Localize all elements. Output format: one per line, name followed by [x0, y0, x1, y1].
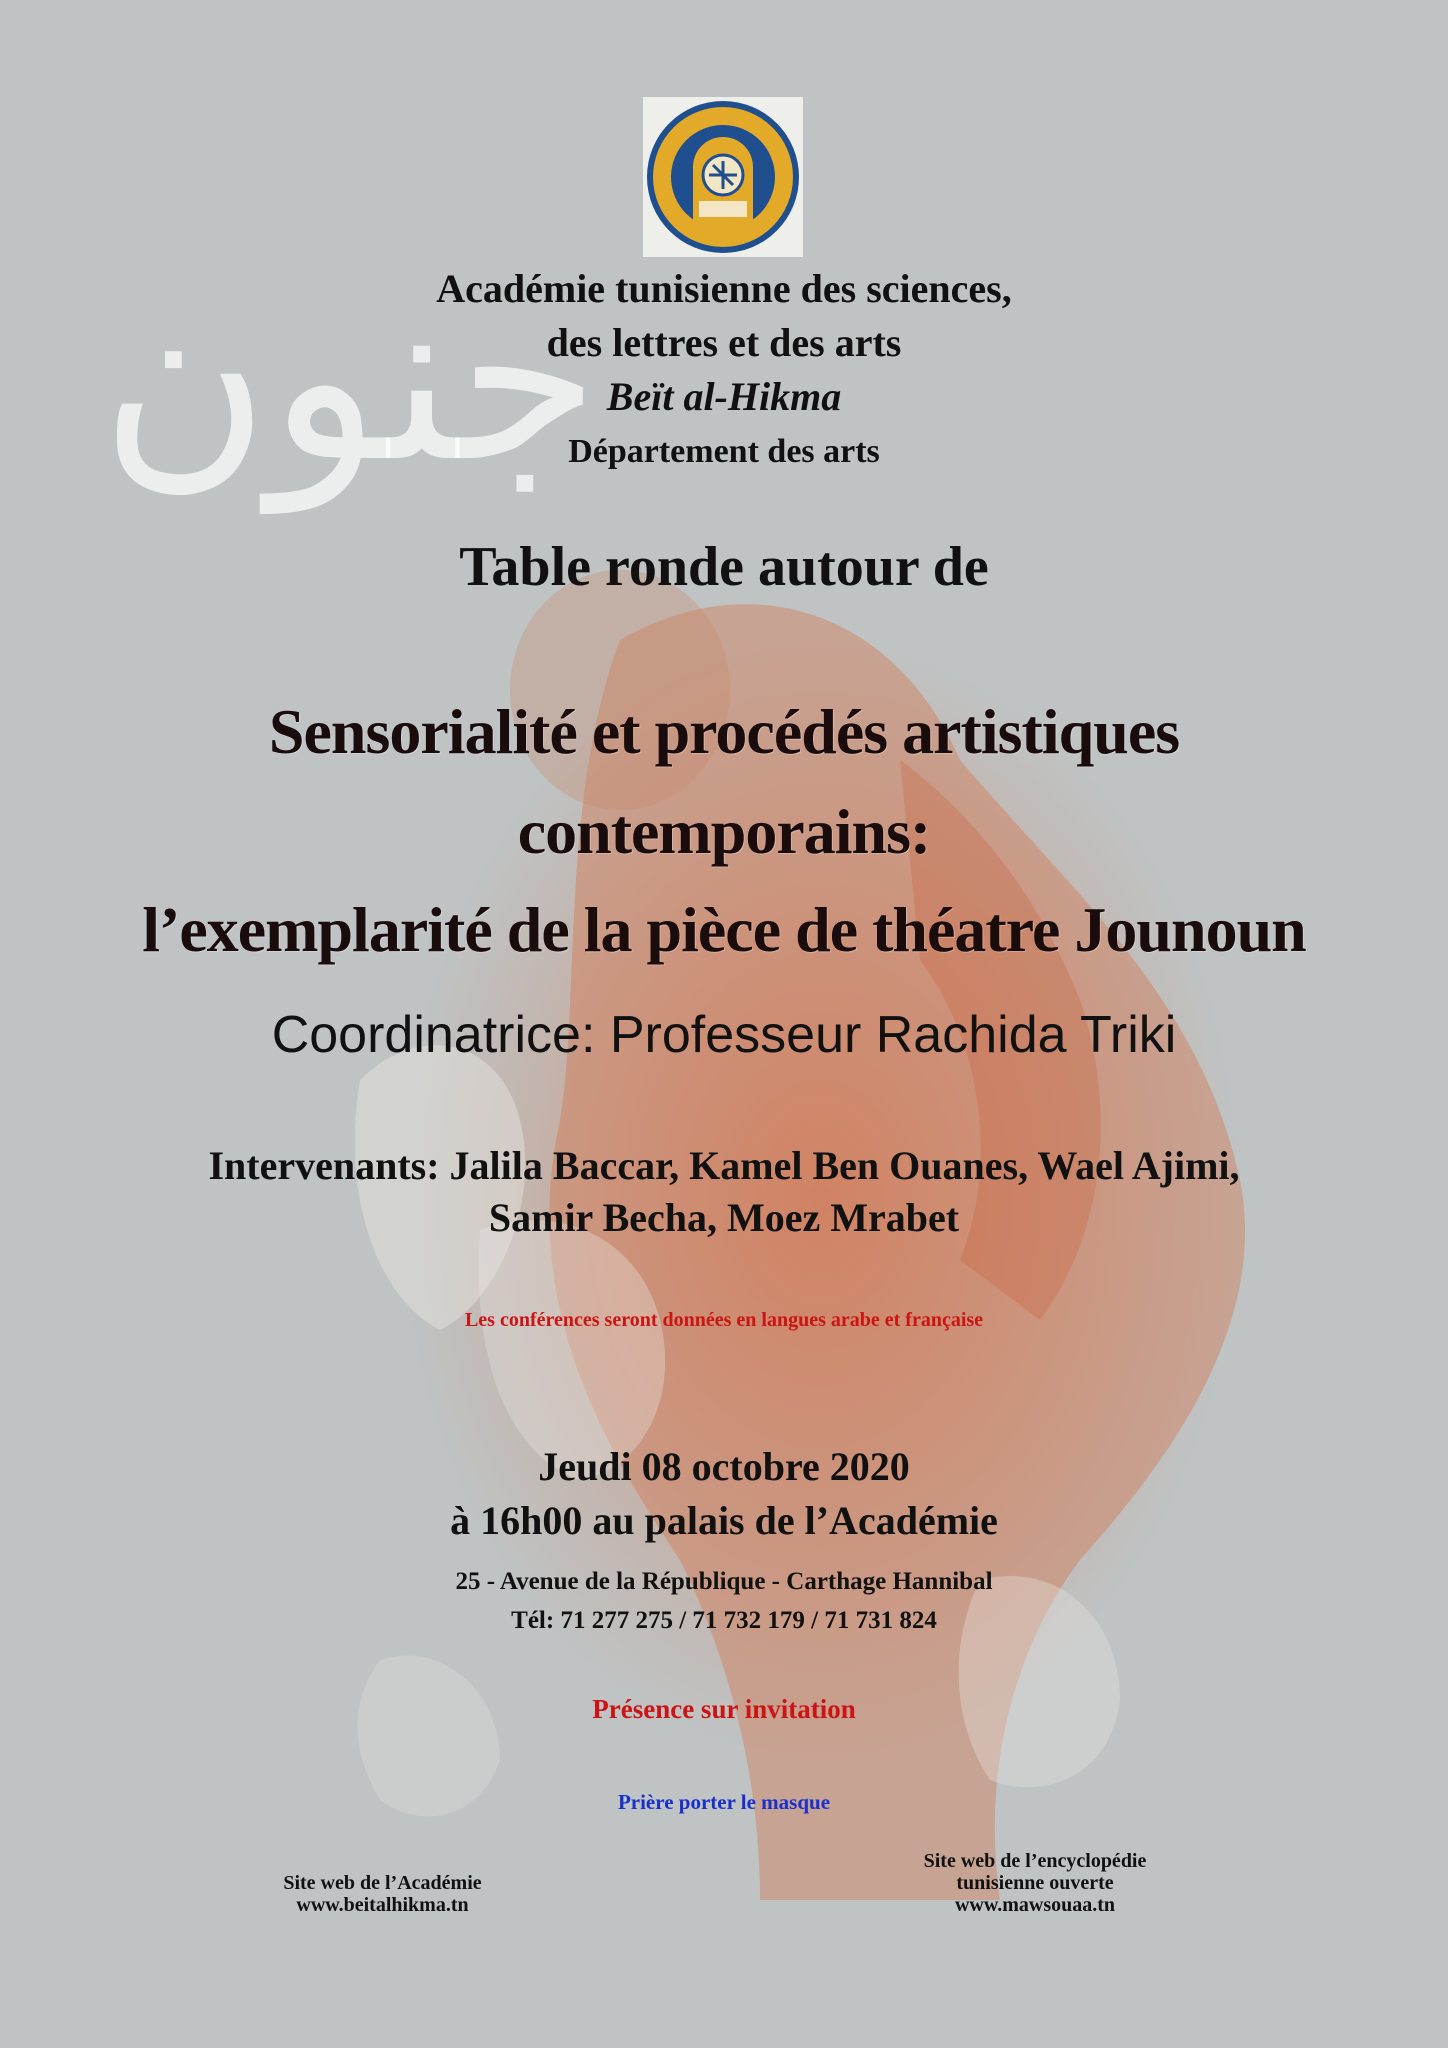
academy-name-line2: des lettres et des arts — [546, 320, 902, 365]
footer-academy-label: Site web de l’Académie — [283, 1872, 482, 1894]
academy-name-arabic: Beït al-Hikma — [606, 374, 842, 419]
background-calligraphy: جنون — [100, 246, 600, 513]
footer-encyclopedia-url[interactable]: www.mawsouaa.tn — [954, 1894, 1116, 1916]
department: Département des arts — [568, 433, 880, 470]
event-intro: Table ronde autour de — [459, 536, 989, 598]
event-title-line2: contemporains: — [517, 796, 931, 867]
event-title-line1: Sensorialité et procédés artistiques — [268, 696, 1180, 767]
footer-encyclopedia-label2: tunisienne ouverte — [956, 1872, 1114, 1894]
speakers-line1: Intervenants: Jalila Baccar, Kamel Ben Ouanes, Wael Ajimi, — [208, 1143, 1240, 1188]
address: 25 - Avenue de la République - Carthage Hannibal — [455, 1568, 993, 1595]
footer-encyclopedia-site — [880, 1850, 1190, 1916]
footer-academy-url[interactable]: www.beitalhikma.tn — [296, 1894, 469, 1916]
coordinator: Coordinatrice: Professeur Rachida Triki — [271, 1006, 1177, 1064]
invitation-note: Présence sur invitation — [592, 1694, 856, 1724]
mask-note: Prière porter le masque — [617, 1790, 831, 1814]
event-title-line3: l’exemplarité de la pièce de théatre Jounoun — [142, 894, 1306, 965]
footer-academy-site — [240, 1872, 525, 1916]
phone: Tél: 71 277 275 / 71 732 179 / 71 731 824 — [511, 1607, 937, 1634]
academy-name-line1: Académie tunisienne des sciences, — [436, 266, 1012, 311]
language-note: Les conférences seront données en langues arabe et française — [464, 1309, 984, 1331]
event-date: Jeudi 08 octobre 2020 — [538, 1444, 910, 1489]
footer-encyclopedia-label: Site web de l’encyclopédie — [923, 1850, 1147, 1872]
academy-seal-logo — [643, 97, 803, 257]
speakers-line2: Samir Becha, Moez Mrabet — [488, 1195, 960, 1240]
event-time-place: à 16h00 au palais de l’Académie — [450, 1498, 998, 1543]
